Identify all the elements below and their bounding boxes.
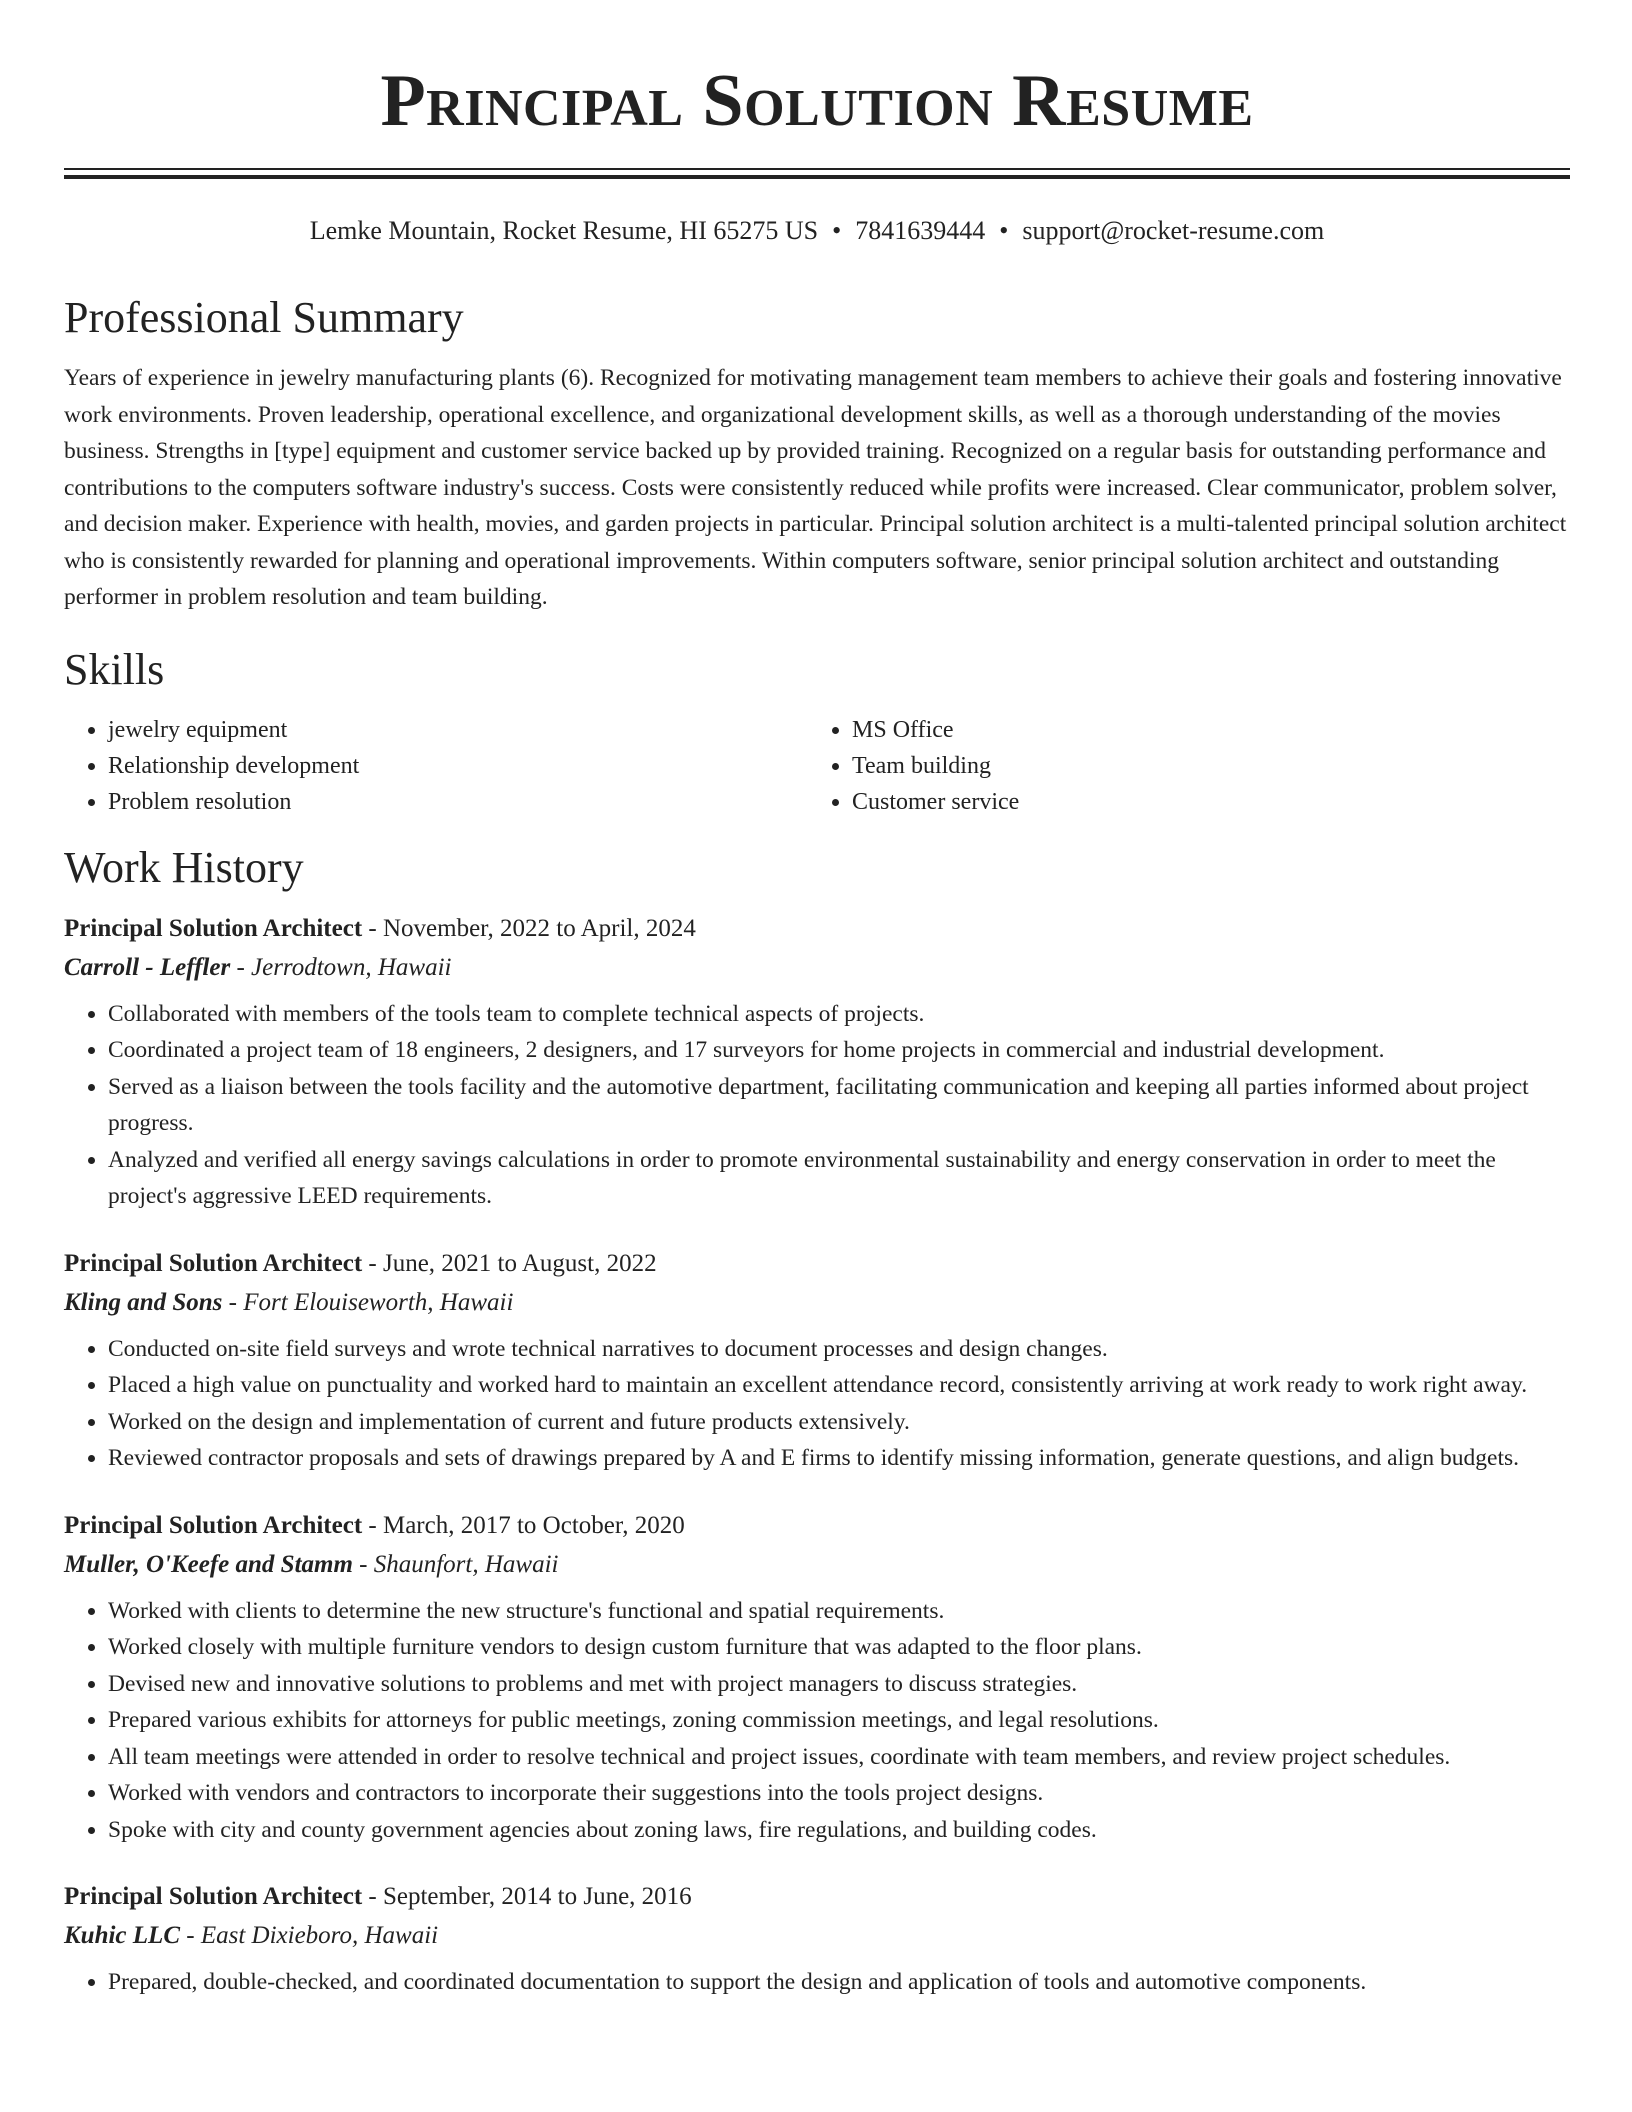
job-bullet: • Analyzed and verified all energy savings calculations in order to promote environmental sustainability and energy conservation in order to meet the project's aggressive LEED requirements. bbox=[108, 1142, 1570, 1215]
work-history-heading: Work History bbox=[64, 842, 304, 892]
job-company: Kling and Sons bbox=[64, 1288, 223, 1316]
job-dates: - March, 2017 to October, 2020 bbox=[368, 1511, 685, 1539]
job-bullet: • Reviewed contractor proposals and sets of drawings prepared by A and E firms to identify missing information, generate questions, and align budgets. bbox=[108, 1440, 1570, 1477]
job-dates: - November, 2022 to April, 2024 bbox=[368, 914, 696, 942]
job-bullets bbox=[64, 1593, 1570, 1849]
contact-separator: • bbox=[999, 216, 1009, 245]
skill-item: • Team building bbox=[852, 748, 1552, 784]
job-header bbox=[64, 1878, 1570, 1916]
skill-item: • Relationship development bbox=[108, 748, 808, 784]
job-entry bbox=[64, 1245, 1570, 1477]
job-bullet: • Served as a liaison between the tools facility and the automotive department, facilitating communication and keeping all parties informed about project progress. bbox=[108, 1069, 1570, 1142]
job-bullet: • Worked with clients to determine the new structure's functional and spatial requirements. bbox=[108, 1593, 1570, 1630]
job-company: Muller, O'Keefe and Stamm bbox=[64, 1550, 353, 1578]
job-company-line bbox=[64, 948, 1570, 988]
job-company: Kuhic LLC bbox=[64, 1922, 180, 1949]
contact-phone: 7841639444 bbox=[855, 216, 986, 245]
job-company-line bbox=[64, 1283, 1570, 1323]
skill-item: • Customer service bbox=[852, 784, 1552, 820]
job-dates: - June, 2021 to August, 2022 bbox=[368, 1249, 657, 1277]
job-bullet: • Placed a high value on punctuality and worked hard to maintain an excellent attendance record, consistently arriving at work ready to work right away. bbox=[108, 1367, 1570, 1404]
job-entry bbox=[64, 1507, 1570, 1849]
contact-address: Lemke Mountain, Rocket Resume, HI 65275 US bbox=[309, 216, 819, 245]
job-bullet: • All team meetings were attended in order to resolve technical and project issues, coordinate with team members, and review project schedules. bbox=[108, 1739, 1570, 1776]
summary-heading: Professional Summary bbox=[64, 293, 464, 342]
job-bullets bbox=[64, 996, 1570, 1215]
skills-list-right bbox=[808, 712, 1552, 820]
job-entry bbox=[64, 910, 1570, 1215]
job-bullets bbox=[64, 1964, 1570, 2001]
job-location: - East Dixieboro, Hawaii bbox=[186, 1922, 439, 1949]
job-bullet: • Spoke with city and county government agencies about zoning laws, fire regulations, and building codes. bbox=[108, 1812, 1570, 1849]
job-title: Principal Solution Architect bbox=[64, 914, 363, 942]
job-dates: - September, 2014 to June, 2016 bbox=[368, 1883, 692, 1910]
job-title: Principal Solution Architect bbox=[64, 1883, 363, 1910]
job-bullet: • Devised new and innovative solutions to problems and met with project managers to discuss strategies. bbox=[108, 1666, 1570, 1703]
job-title: Principal Solution Architect bbox=[64, 1249, 363, 1277]
job-header bbox=[64, 910, 1570, 948]
job-bullet: • Worked closely with multiple furniture vendors to design custom furniture that was adapted to the floor plans. bbox=[108, 1629, 1570, 1666]
summary-text: Years of experience in jewelry manufacturing plants (6). Recognized for motivating management team members to achieve their goals and fostering innovative work environments. Proven leadership, operational excellence, and organizational development skills, as well as a thorough understanding of the movies business. Strengths in [type] equipment and customer service backed up by provided training. Recognized on a regular basis for outstanding performance and contributions to the computers software industry's success. Costs were consistently reduced while profits were increased. Clear communicator, problem solver, and decision maker. Experience with health, movies, and garden projects in particular. Principal solution architect is a multi-talented principal solution architect who is consistently rewarded for planning and operational improvements. Within computers software, senior principal solution architect and outstanding performer in problem resolution and team building. bbox=[64, 365, 1567, 610]
skills-list-left bbox=[64, 712, 808, 820]
job-bullet: • Worked on the design and implementation of current and future products extensively. bbox=[108, 1404, 1570, 1441]
job-bullet: • Conducted on-site field surveys and wrote technical narratives to document processes and design changes. bbox=[108, 1331, 1570, 1368]
job-bullet: • Coordinated a project team of 18 engineers, 2 designers, and 17 surveyors for home projects in commercial and industrial development. bbox=[108, 1032, 1570, 1069]
title-divider-thin bbox=[64, 168, 1570, 170]
work-history-section bbox=[64, 840, 1570, 2001]
job-bullet: • Prepared, double-checked, and coordinated documentation to support the design and application of tools and automotive components. bbox=[108, 1964, 1570, 2001]
job-location: - Fort Elouiseworth, Hawaii bbox=[228, 1288, 514, 1316]
job-entry bbox=[64, 1878, 1570, 2001]
resume-content bbox=[64, 290, 1570, 2031]
job-location: - Shaunfort, Hawaii bbox=[359, 1550, 559, 1578]
contact-line bbox=[64, 214, 1570, 248]
job-company-line bbox=[64, 1545, 1570, 1585]
job-bullet: • Worked with vendors and contractors to incorporate their suggestions into the tools project designs. bbox=[108, 1775, 1570, 1812]
job-bullet: • Collaborated with members of the tools team to complete technical aspects of projects. bbox=[108, 996, 1570, 1033]
skills-section bbox=[64, 642, 1570, 820]
job-location: - Jerrodtown, Hawaii bbox=[236, 953, 452, 981]
title-divider-thick bbox=[64, 175, 1570, 179]
job-header bbox=[64, 1507, 1570, 1545]
skill-item: • jewelry equipment bbox=[108, 712, 808, 748]
contact-separator: • bbox=[832, 216, 842, 245]
skill-item: • Problem resolution bbox=[108, 784, 808, 820]
skills-heading: Skills bbox=[64, 644, 165, 694]
contact-email: support@rocket-resume.com bbox=[1022, 216, 1325, 245]
job-company-line bbox=[64, 1916, 1570, 1956]
job-header bbox=[64, 1245, 1570, 1283]
resume-title: Principal Solution Resume bbox=[380, 60, 1254, 142]
skills-columns bbox=[64, 712, 1570, 820]
job-title: Principal Solution Architect bbox=[64, 1511, 363, 1539]
job-company: Carroll - Leffler bbox=[64, 953, 231, 981]
job-bullet: • Prepared various exhibits for attorneys for public meetings, zoning commission meetings, and legal resolutions. bbox=[108, 1702, 1570, 1739]
summary-section bbox=[64, 290, 1570, 616]
skill-item: • MS Office bbox=[852, 712, 1552, 748]
job-bullets bbox=[64, 1331, 1570, 1477]
